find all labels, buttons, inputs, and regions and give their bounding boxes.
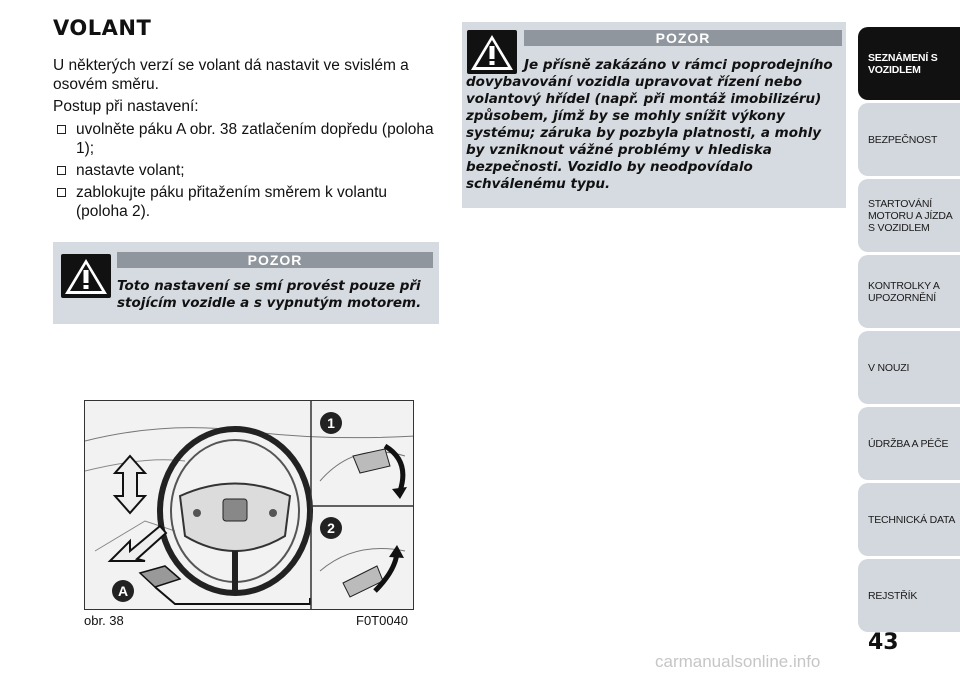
checkbox-bullet-icon — [57, 188, 66, 197]
steps-list — [53, 120, 438, 224]
step-item: zablokujte páku přitažením směrem k volantu (poloha 2). — [53, 183, 438, 221]
warning-heading: POZOR — [117, 252, 433, 268]
page-number: 43 — [868, 630, 899, 655]
tab-v-nouzi[interactable]: V NOUZI — [858, 331, 960, 404]
tab-startovani[interactable]: STARTOVÁNÍ MOTORU A JÍZDA S VOZIDLEM — [858, 179, 960, 252]
step-item: uvolněte páku A obr. 38 zatlačením dopředu (poloha 1); — [53, 120, 438, 158]
figure-code: F0T0040 — [356, 613, 409, 628]
checkbox-bullet-icon — [57, 166, 66, 175]
steering-wheel-illustration — [85, 401, 414, 610]
warning-box-1 — [53, 242, 439, 324]
callout-1: 1 — [327, 415, 335, 431]
tab-kontrolky[interactable]: KONTROLKY A UPOZORNĚNÍ — [858, 255, 960, 328]
step-item: nastavte volant; — [53, 161, 438, 180]
warning-heading: POZOR — [524, 30, 842, 46]
tab-technicka-data[interactable]: TECHNICKÁ DATA — [858, 483, 960, 556]
warning-text: Je přísně zakázáno v rámci poprodejního dovybavování vozidla upravovat řízení nebo volantový hřídel (např. při montáž imobilizéru) způsobem, jímž by se mohly snížit výkony systému; záruka by pozbyla platnosti, a mohly by vzniknout vážné problémy v hlediska bezpečnosti. Vozidlo by neodpovídalo schválenému typu. — [466, 57, 833, 192]
tab-udrzba[interactable]: ÚDRŽBA A PÉČE — [858, 407, 960, 480]
steering-wheel-figure — [84, 400, 414, 610]
callout-2: 2 — [327, 520, 335, 536]
warning-triangle-icon — [61, 254, 111, 298]
tab-bezpecnost[interactable]: BEZPEČNOST — [858, 103, 960, 176]
tab-rejstrik[interactable]: REJSTŘÍK — [858, 559, 960, 632]
warning-text: Toto nastavení se smí provést pouze při stojícím vozidle a s vypnutým motorem. — [117, 278, 422, 311]
checkbox-bullet-icon — [57, 125, 66, 134]
warning-box-2 — [462, 22, 846, 208]
tab-seznameni[interactable]: SEZNÁMENÍ S VOZIDLEM — [858, 27, 960, 100]
intro-paragraph: U některých verzí se volant dá nastavit ve svislém a osovém směru. — [53, 57, 409, 93]
callout-a: A — [117, 583, 129, 599]
procedure-label: Postup při nastavení: — [53, 98, 199, 115]
watermark: carmanualsonline.info — [655, 652, 821, 671]
section-title: VOLANT — [53, 16, 152, 40]
figure-caption: obr. 38 — [84, 613, 124, 628]
